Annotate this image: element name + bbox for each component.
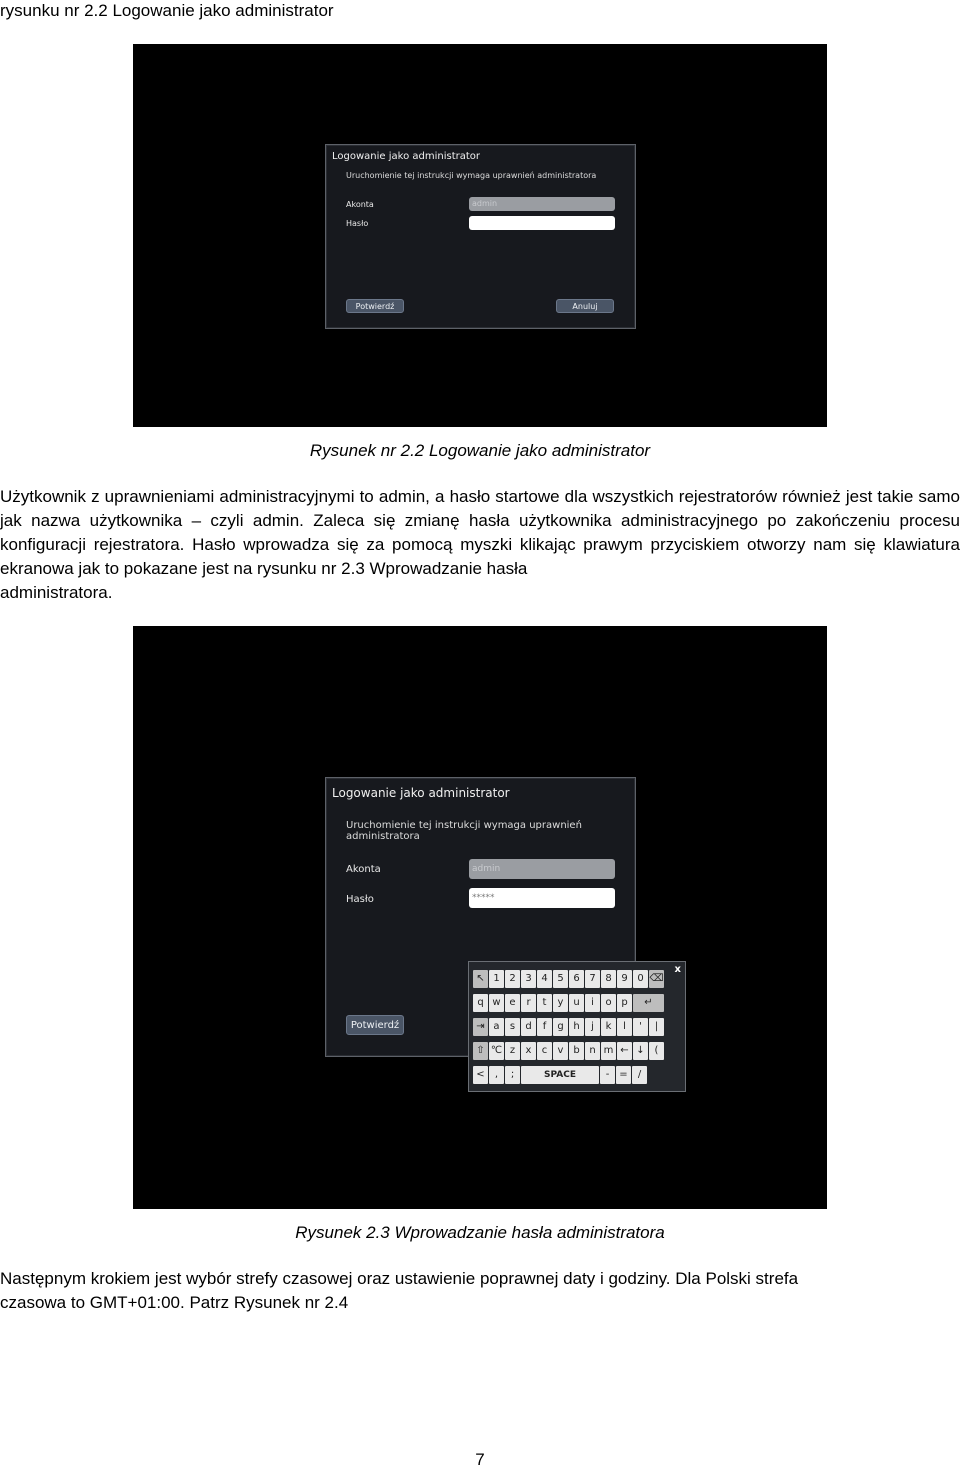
- keyboard-key[interactable]: ℃: [489, 1042, 504, 1060]
- keyboard-key[interactable]: f: [537, 1018, 552, 1036]
- confirm-button[interactable]: Potwierdź: [346, 299, 404, 313]
- keyboard-key[interactable]: w: [489, 994, 504, 1012]
- account-label: Akonta: [346, 200, 374, 209]
- paragraph-1-body: Użytkownik z uprawnieniami administracyjnymi to admin, a hasło startowe dla wszystkich rejestratorów również jest takie samo jak nazwa użytkownika – czyli admin. Zaleca się zmianę hasła użytkownika administracyjnego po zakończeniu procesu konfiguracji rejestratora. Hasło wprowadza się za pomocą myszki klikając prawym przyciskiem otworzy nam się klawiatura ekranowa jak to pokazane jest na rysunku nr 2.3 Wprowadzanie hasła: [0, 487, 960, 578]
- keyboard-key[interactable]: /: [632, 1066, 647, 1084]
- account-field[interactable]: admin: [469, 197, 615, 211]
- keyboard-key[interactable]: 2: [505, 970, 520, 988]
- keyboard-key[interactable]: a: [489, 1018, 504, 1036]
- onscreen-keyboard: [468, 961, 686, 1092]
- screenshot-figure-1: [133, 44, 827, 427]
- keyboard-key[interactable]: =: [616, 1066, 631, 1084]
- keyboard-key[interactable]: u: [569, 994, 584, 1012]
- keyboard-key[interactable]: s: [505, 1018, 520, 1036]
- keyboard-key[interactable]: n: [585, 1042, 600, 1060]
- login-dialog: [325, 144, 636, 329]
- keyboard-key[interactable]: 4: [537, 970, 552, 988]
- keyboard-key[interactable]: 7: [585, 970, 600, 988]
- keyboard-key[interactable]: r: [521, 994, 536, 1012]
- keyboard-key[interactable]: (: [649, 1042, 664, 1060]
- keyboard-key[interactable]: 1: [489, 970, 504, 988]
- tab-icon[interactable]: ⇥: [473, 1018, 488, 1036]
- keyboard-key[interactable]: i: [585, 994, 600, 1012]
- space-key[interactable]: SPACE: [521, 1066, 599, 1084]
- paragraph-2-last-line: czasowa to GMT+01:00. Patrz Rysunek nr 2.4: [0, 1293, 349, 1312]
- keyboard-key[interactable]: 5: [553, 970, 568, 988]
- password-field[interactable]: *****: [469, 888, 615, 908]
- enter-icon[interactable]: ↵: [633, 994, 664, 1012]
- keyboard-key[interactable]: ': [633, 1018, 648, 1036]
- keyboard-key[interactable]: c: [537, 1042, 552, 1060]
- paragraph-2-body: Następnym krokiem jest wybór strefy czasowej oraz ustawienie poprawnej daty i godziny. Dla Polski strefa: [0, 1269, 799, 1288]
- dialog-subtitle: Uruchomienie tej instrukcji wymaga uprawnień administratora: [346, 171, 597, 180]
- keyboard-row-5: [473, 1066, 647, 1084]
- keyboard-key[interactable]: 8: [601, 970, 616, 988]
- dialog-title: Logowanie jako administrator: [332, 786, 510, 800]
- arrow-down-icon[interactable]: ↓: [633, 1042, 648, 1060]
- keyboard-key[interactable]: e: [505, 994, 520, 1012]
- account-label: Akonta: [346, 864, 381, 875]
- dialog-subtitle: Uruchomienie tej instrukcji wymaga uprawnień administratora: [346, 820, 582, 842]
- page-number: 7: [475, 1450, 485, 1469]
- keyboard-key[interactable]: d: [521, 1018, 536, 1036]
- figure-2-caption: Rysunek 2.3 Wprowadzanie hasła administratora: [295, 1223, 665, 1242]
- close-icon[interactable]: x: [674, 964, 681, 975]
- keyboard-key[interactable]: h: [569, 1018, 584, 1036]
- keyboard-key[interactable]: ;: [505, 1066, 520, 1084]
- keyboard-key[interactable]: p: [617, 994, 632, 1012]
- password-label: Hasło: [346, 894, 374, 905]
- keyboard-key[interactable]: k: [601, 1018, 616, 1036]
- keyboard-row-3: [473, 1018, 664, 1036]
- password-field[interactable]: [469, 216, 615, 230]
- keyboard-key[interactable]: 9: [617, 970, 632, 988]
- keyboard-key[interactable]: o: [601, 994, 616, 1012]
- shift-icon[interactable]: ⇧: [473, 1042, 488, 1060]
- paragraph-1: [0, 485, 960, 605]
- arrow-left-icon[interactable]: ←: [617, 1042, 632, 1060]
- password-label: Hasło: [346, 219, 369, 228]
- keyboard-key[interactable]: l: [617, 1018, 632, 1036]
- keyboard-key[interactable]: b: [569, 1042, 584, 1060]
- keyboard-key[interactable]: j: [585, 1018, 600, 1036]
- keyboard-key[interactable]: <: [473, 1066, 488, 1084]
- keyboard-row-4: [473, 1042, 664, 1060]
- keyboard-key[interactable]: g: [553, 1018, 568, 1036]
- keyboard-key[interactable]: 0: [633, 970, 648, 988]
- keyboard-key[interactable]: ,: [489, 1066, 504, 1084]
- keyboard-key[interactable]: q: [473, 994, 488, 1012]
- keyboard-key[interactable]: ↖: [473, 970, 488, 988]
- cancel-button[interactable]: Anuluj: [556, 299, 614, 313]
- keyboard-key[interactable]: v: [553, 1042, 568, 1060]
- keyboard-key[interactable]: y: [553, 994, 568, 1012]
- keyboard-row-1: [473, 970, 664, 988]
- keyboard-key[interactable]: 3: [521, 970, 536, 988]
- keyboard-key[interactable]: -: [600, 1066, 615, 1084]
- keyboard-row-2: [473, 994, 664, 1012]
- keyboard-key[interactable]: 6: [569, 970, 584, 988]
- figure-1-caption: Rysunek nr 2.2 Logowanie jako administrator: [309, 441, 651, 460]
- header-text: rysunku nr 2.2 Logowanie jako administrator: [0, 1, 334, 20]
- dialog-title: Logowanie jako administrator: [332, 151, 481, 162]
- keyboard-key[interactable]: m: [601, 1042, 616, 1060]
- keyboard-key[interactable]: x: [521, 1042, 536, 1060]
- account-field[interactable]: admin: [469, 859, 615, 879]
- keyboard-key[interactable]: |: [649, 1018, 664, 1036]
- paragraph-1-last-line: administratora.: [0, 583, 113, 602]
- keyboard-key[interactable]: z: [505, 1042, 520, 1060]
- backspace-icon[interactable]: ⌫: [649, 970, 664, 988]
- keyboard-key[interactable]: t: [537, 994, 552, 1012]
- confirm-button[interactable]: Potwierdź: [346, 1015, 404, 1035]
- paragraph-2: [0, 1267, 960, 1315]
